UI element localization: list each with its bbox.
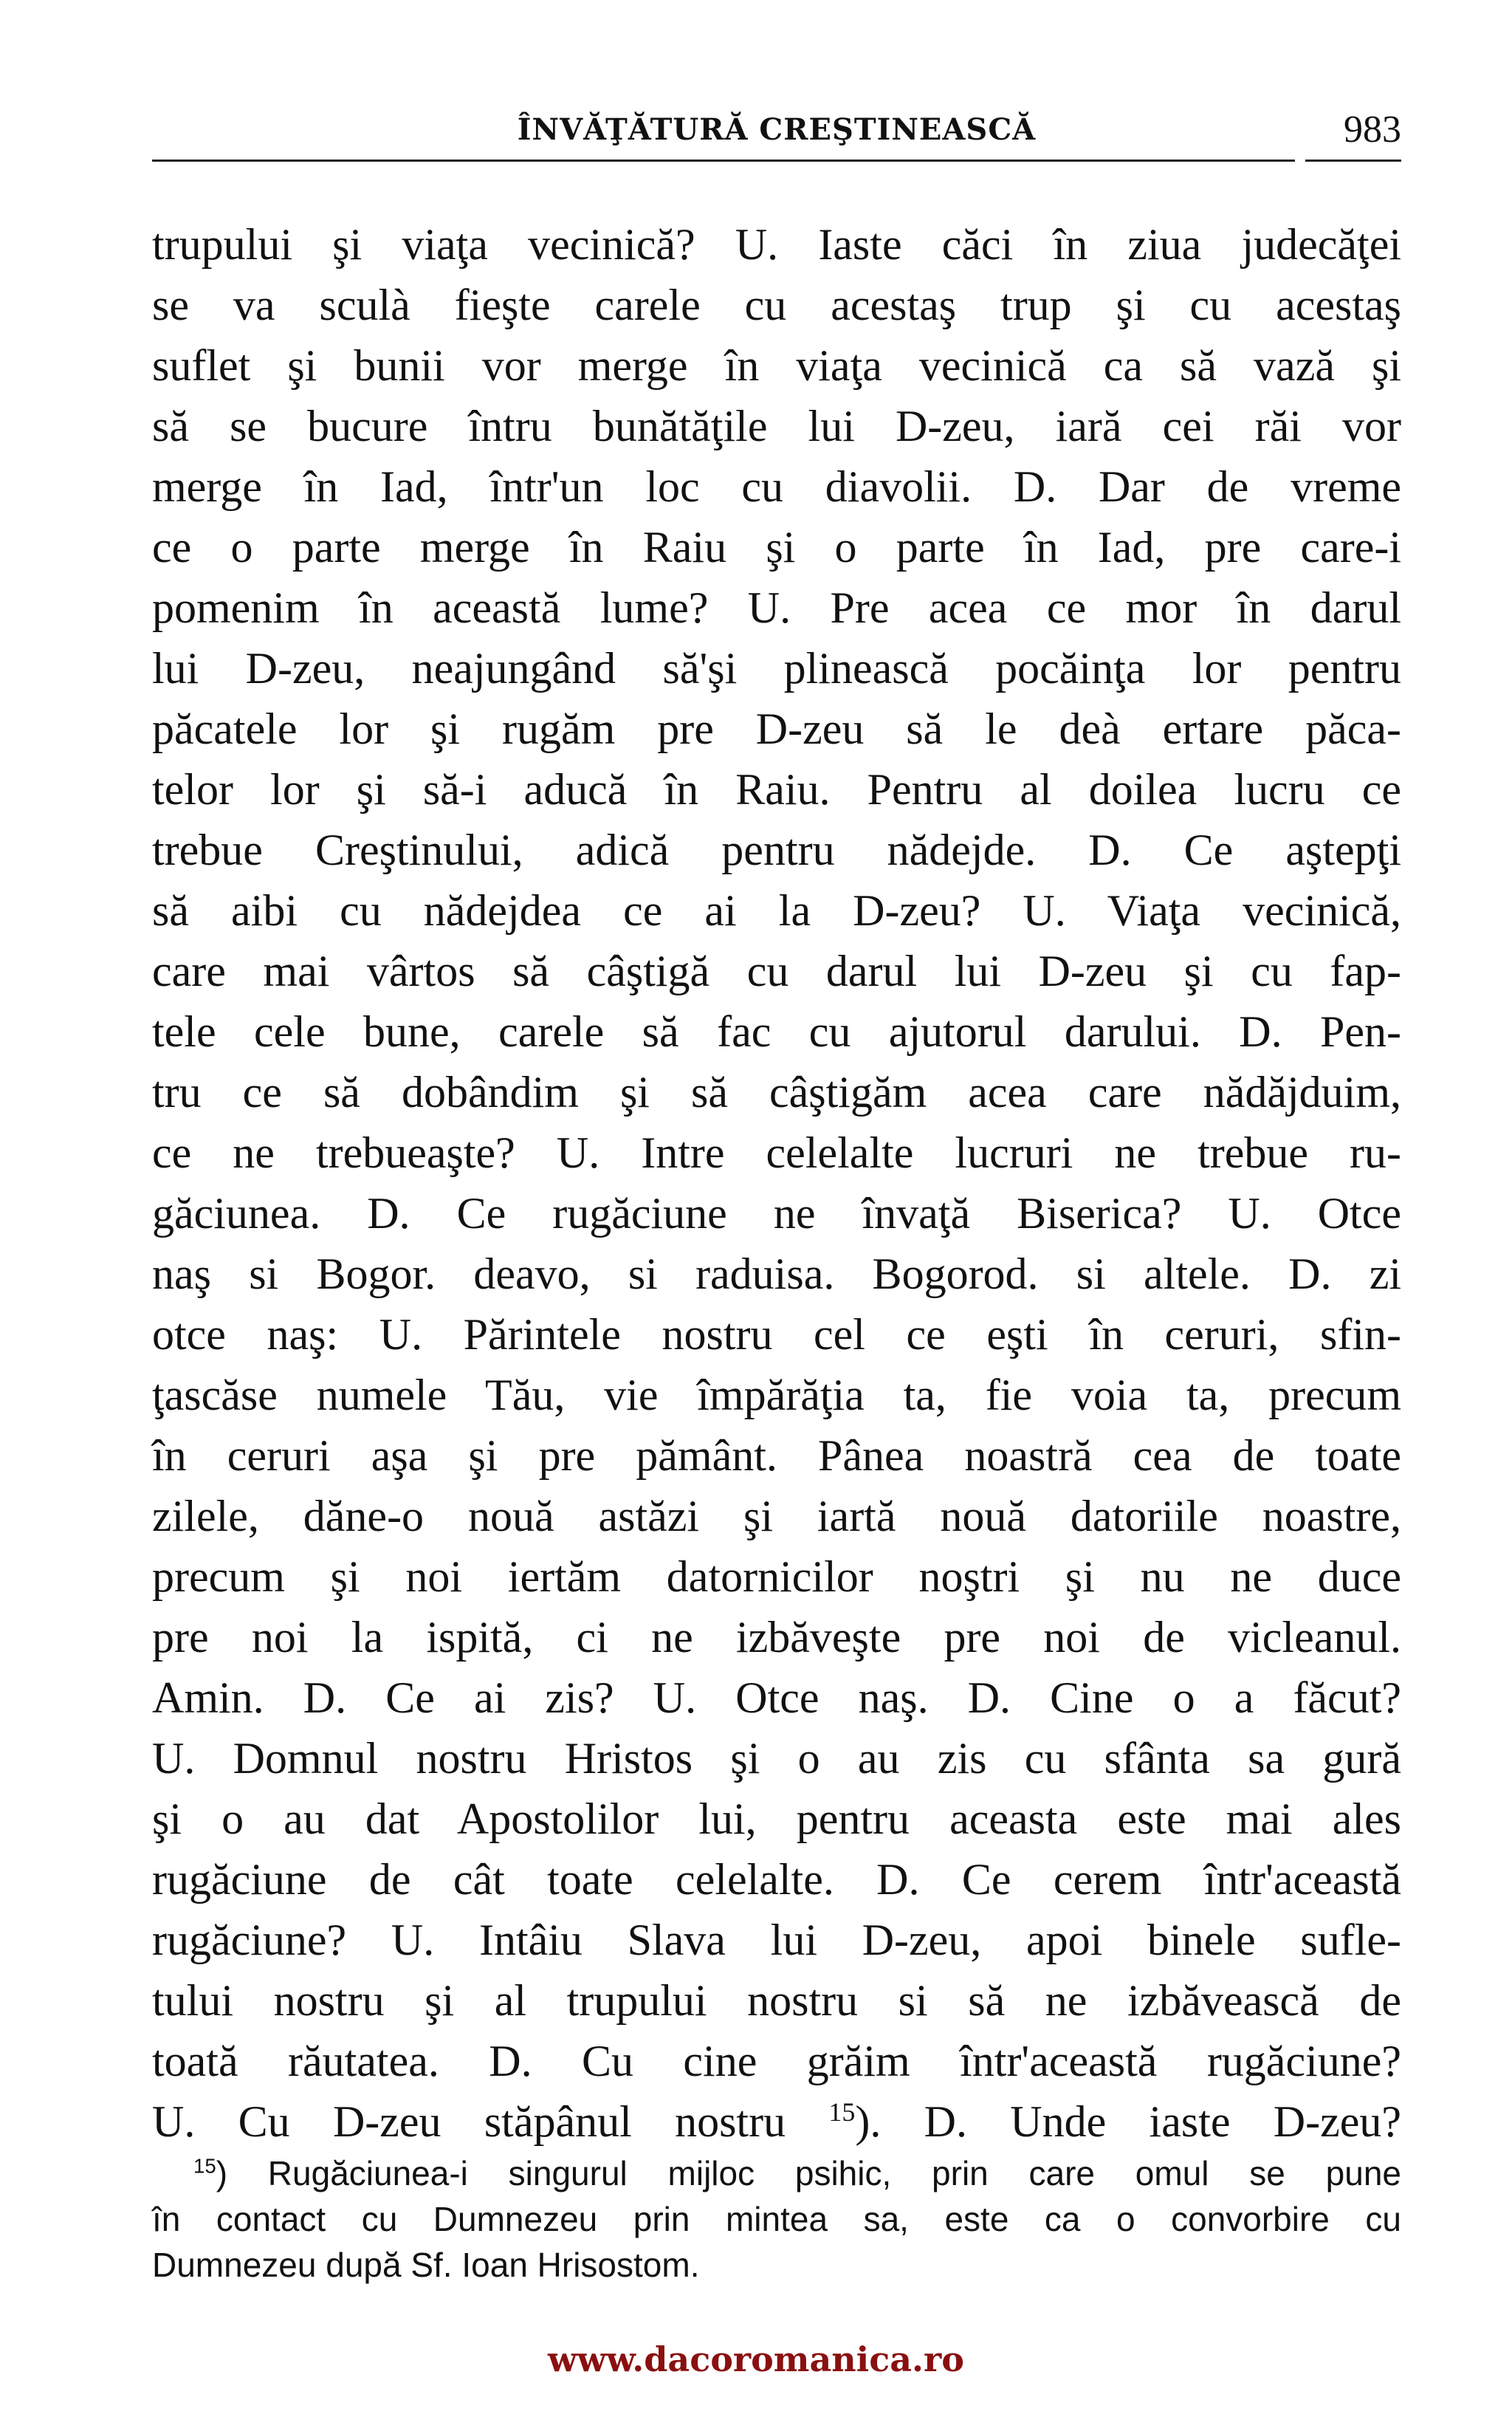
text-line: naş si Bogor. deavo, si raduisa. Bogorod. si altele. D. zi	[152, 1249, 1401, 1298]
text-line: rugăciune? U. Intâiu Slava lui D-zeu, apoi binele sufle-	[152, 1916, 1401, 1964]
footnote-line: în contact cu Dumnezeu prin mintea sa, este ca o convorbire cu	[152, 2200, 1401, 2238]
text-line: trebue Creştinului, adică pentru nădejde. D. Ce aştepţi	[152, 826, 1401, 874]
source-watermark-url[interactable]: www.dacoromanica.ro	[548, 2339, 964, 2379]
text-line: pre noi la ispită, ci ne izbăveşte pre noi de vicleanul.	[152, 1613, 1401, 1662]
text-segment: U. Cu D-zeu stăpânul nostru	[152, 2097, 829, 2146]
text-line: lui D-zeu, neajungând să'şi plinească pocăinţa lor pentru	[152, 644, 1401, 693]
text-line: merge în Iad, într'un loc cu diavolii. D. Dar de vreme	[152, 462, 1401, 511]
header-rule-left	[152, 160, 1295, 162]
footnote	[152, 2150, 1401, 2288]
text-line: otce naş: U. Părintele nostru cel ce eşti în ceruri, sfin-	[152, 1310, 1401, 1359]
text-line: U. Domnul nostru Hristos şi o au zis cu sfânta sa gură	[152, 1734, 1401, 1783]
text-line: păcatele lor şi rugăm pre D-zeu să le deà ertare păca-	[152, 704, 1401, 753]
text-line: tele cele bune, carele să fac cu ajutorul darului. D. Pen-	[152, 1007, 1401, 1056]
text-line: ce ne trebueaşte? U. Intre celelalte lucruri ne trebue ru-	[152, 1128, 1401, 1177]
header-rule-right	[1305, 160, 1401, 162]
text-line: ce o parte merge în Raiu şi o parte în Iad, pre care-i	[152, 523, 1401, 572]
text-line: zilele, dăne-o nouă astăzi şi iartă nouă datoriile noastre,	[152, 1492, 1401, 1540]
page-number: 983	[1344, 109, 1401, 151]
text-line: Amin. D. Ce ai zis? U. Otce naş. D. Cine o a făcut?	[152, 1673, 1401, 1722]
footnote-text: ) Rugăciunea-i singurul mijloc psihic, prin care omul se pune	[216, 2154, 1401, 2192]
text-line-last	[152, 2091, 1401, 2152]
text-line: tului nostru şi al trupului nostru si să ne izbăvească de	[152, 1976, 1401, 2025]
text-line: rugăciune de cât toate celelalte. D. Ce cerem într'această	[152, 1855, 1401, 1904]
text-line: care mai vârtos să câştigă cu darul lui D-zeu şi cu fap-	[152, 947, 1401, 995]
text-line: în ceruri aşa şi pre pământ. Pânea noastră cea de toate	[152, 1431, 1401, 1480]
footnote-line: Dumnezeu după Sf. Ioan Hrisostom.	[152, 2246, 700, 2284]
text-line: să se bucure întru bunătăţile lui D-zeu, iară cei răi vor	[152, 402, 1401, 450]
text-line: se va sculà fieşte carele cu acestaş trup şi cu acestaş	[152, 281, 1401, 329]
text-line: toată răutatea. D. Cu cine grăim într'această rugăciune?	[152, 2037, 1401, 2085]
footnote-marker: 15	[193, 2154, 216, 2178]
text-line: trupului şi viaţa vecinică? U. Iaste căci în ziua judecăţei	[152, 220, 1401, 269]
text-line: să aibi cu nădejdea ce ai la D-zeu? U. Viaţa vecinică,	[152, 886, 1401, 935]
main-text	[152, 214, 1401, 2152]
text-segment: ). D. Unde iaste D-zeu?	[855, 2097, 1401, 2146]
text-line: tru ce să dobândim şi să câştigăm acea care nădăjduim,	[152, 1068, 1401, 1117]
text-line: ţascăse numele Tău, vie împărăţia ta, fie voia ta, precum	[152, 1371, 1401, 1419]
footnote-reference[interactable]: 15	[828, 2097, 856, 2127]
running-title: ÎNVĂŢĂTURĂ CREŞTINEASCĂ	[517, 112, 1037, 147]
text-line: găciunea. D. Ce rugăciune ne învaţă Biserica? U. Otce	[152, 1189, 1401, 1238]
page-header	[152, 111, 1401, 167]
text-line: şi o au dat Apostolilor lui, pentru aceasta este mai ales	[152, 1794, 1401, 1843]
footnote-line	[152, 2150, 1401, 2196]
text-line: pomenim în această lume? U. Pre acea ce mor în darul	[152, 583, 1401, 632]
text-line: telor lor şi să-i aducă în Raiu. Pentru al doilea lucru ce	[152, 765, 1401, 814]
text-line: suflet şi bunii vor merge în viaţa vecinică ca să vază şi	[152, 341, 1401, 390]
text-line: precum şi noi iertăm datornicilor noştri şi nu ne duce	[152, 1552, 1401, 1601]
